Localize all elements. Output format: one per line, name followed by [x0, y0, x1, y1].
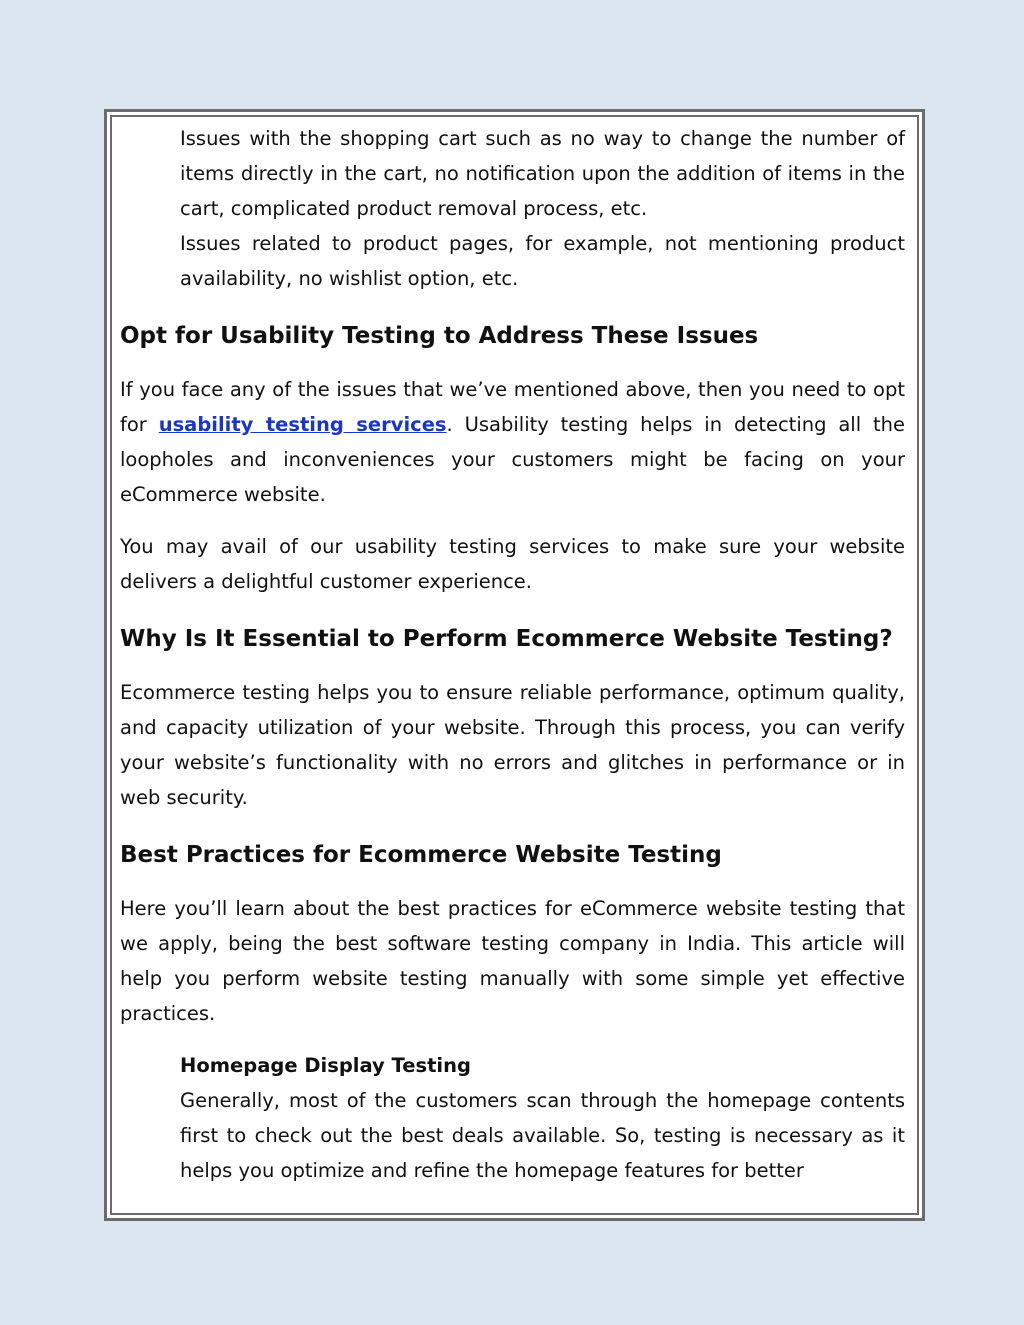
paragraph-usability-1: [120, 372, 905, 512]
heading-best-practices: Best Practices for Ecommerce Website Testing: [120, 842, 722, 868]
homepage-display-testing-title: Homepage Display Testing: [180, 1054, 471, 1077]
intro-list: [180, 121, 905, 296]
paragraph-text: . Usability testing helps in detecting all the loopholes and inconveniences your customers might be facing on your eCommerce website.: [120, 413, 905, 506]
document-body: [120, 121, 905, 1188]
practices-list: [180, 1048, 905, 1188]
paragraph-usability-2: You may avail of our usability testing services to make sure your website delivers a delightful customer experience.: [120, 535, 905, 593]
paragraph-best-practices: Here you’ll learn about the best practices for eCommerce website testing that we apply, being the best software testing company in India. This article will help you perform website testing manually with some simple yet effective practices.: [120, 897, 905, 1025]
paragraph-text: If you face any of the issues that we’ve mentioned above, then you need to opt for: [120, 378, 905, 436]
list-item: Issues with the shopping cart such as no way to change the number of items directly in the cart, no notification upon the addition of items in the cart, complicated product removal process, etc.: [180, 127, 905, 220]
heading-why: Why Is It Essential to Perform Ecommerce Website Testing?: [120, 626, 893, 652]
usability-testing-services-link[interactable]: usability testing services: [158, 413, 447, 436]
paragraph-why: Ecommerce testing helps you to ensure reliable performance, optimum quality, and capacity utilization of your website. Through this process, you can verify your website’s functionality with no errors and glitches in performance or in web security.: [120, 681, 905, 809]
page-border-inner: [110, 115, 919, 1215]
homepage-display-testing-text: Generally, most of the customers scan through the homepage contents first to check out the best deals available. So, testing is necessary as it helps you optimize and refine the homepage features for better: [180, 1089, 905, 1182]
list-item: Issues related to product pages, for example, not mentioning product availability, no wishlist option, etc.: [180, 232, 905, 290]
heading-usability: Opt for Usability Testing to Address These Issues: [120, 323, 759, 349]
page-border: [104, 109, 925, 1221]
